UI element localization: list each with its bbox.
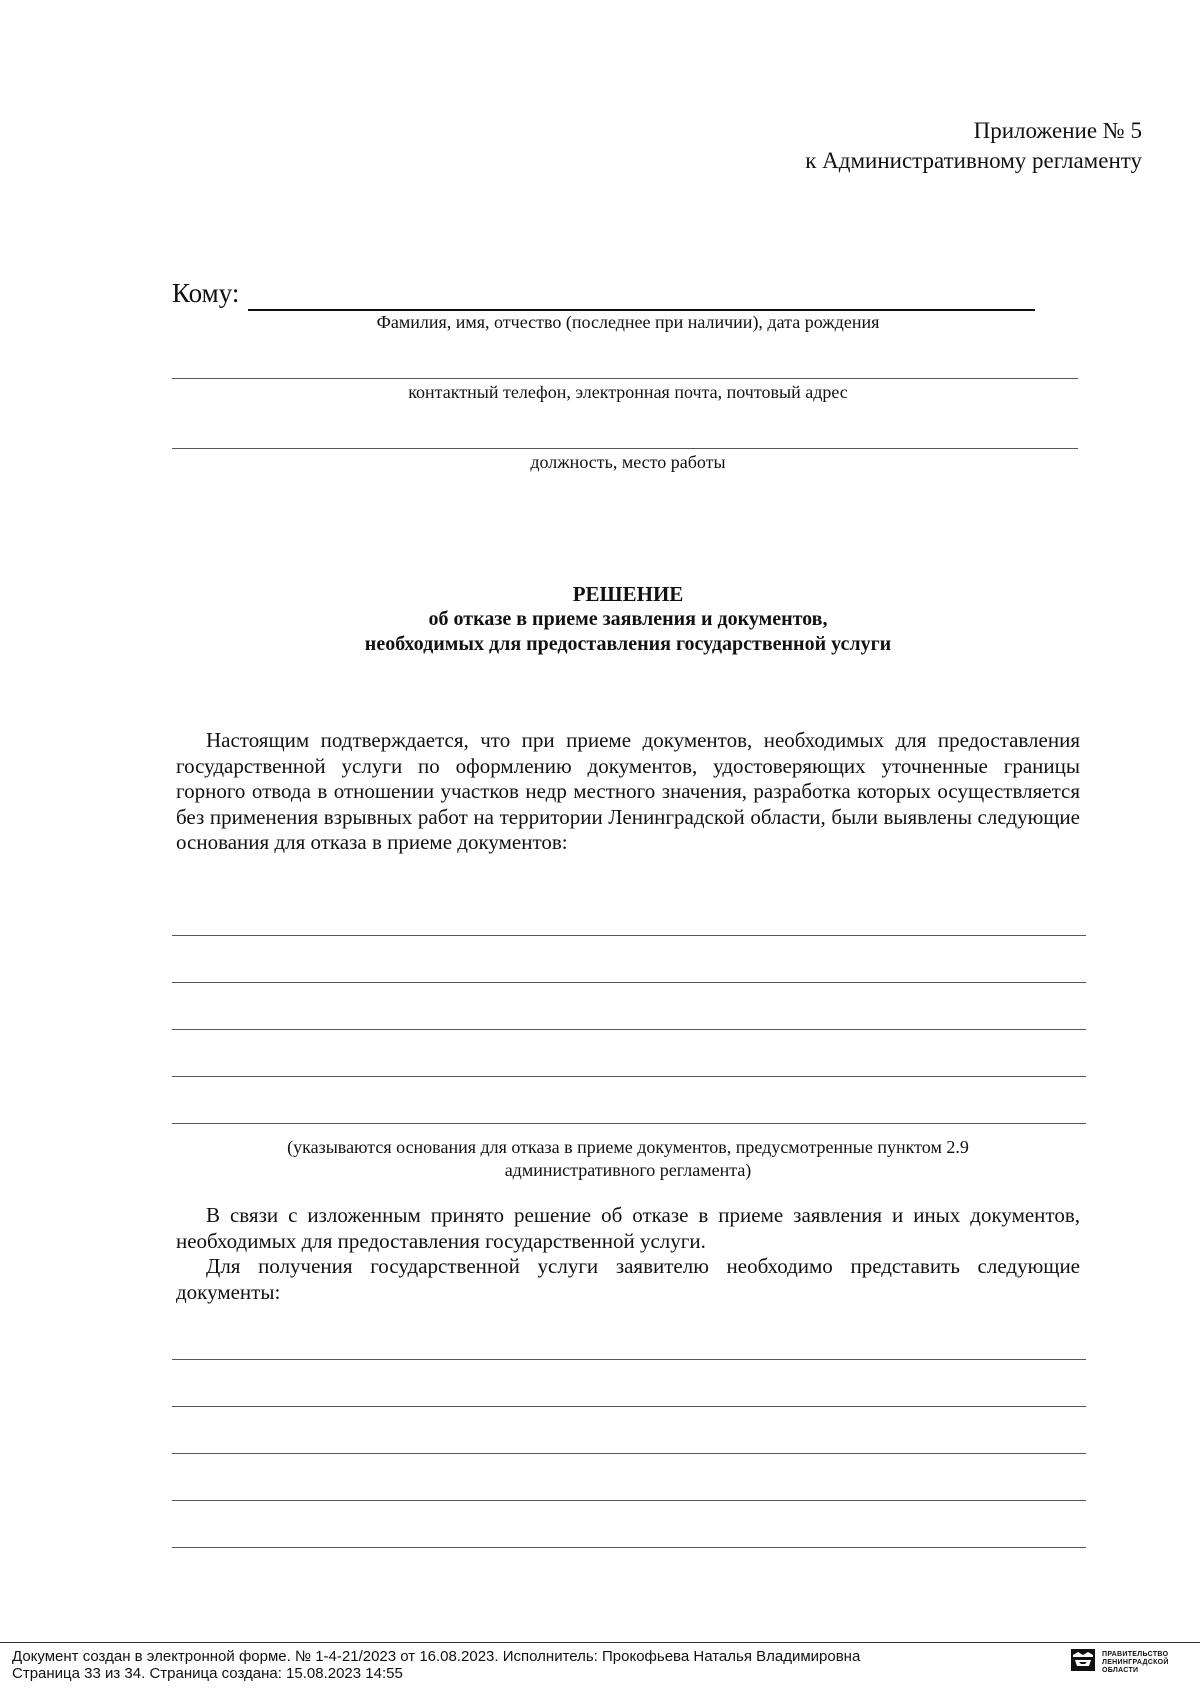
title-line-2: об отказе в приеме заявления и документов, [428,608,828,630]
footer-page-info: Страница 33 из 34. Страница создана: 15.08.2023 14:55 [12,1665,403,1682]
documents-line-4 [172,1500,1086,1501]
grounds-line-3 [172,1029,1086,1030]
grounds-line-2 [172,982,1086,983]
grounds-caption-line-2: административного регламента) [504,1160,752,1180]
grounds-caption [172,1136,1084,1182]
body-paragraph-3: Для получения государственной услуги заявителю необходимо представить следующие документы: [176,1254,1080,1304]
footer-divider [0,1642,1200,1643]
body-paragraph-2: В связи с изложенным принято решение об отказе в приеме заявления и иных документов, необходимых для предоставления государственной услуги. [176,1203,1080,1253]
appendix-reference: к Административному регламенту [805,148,1142,173]
recipient-name-line [248,309,1035,311]
logo-caption [1102,1651,1169,1675]
appendix-number: Приложение № 5 [973,118,1142,143]
title-main: РЕШЕНИЕ [572,582,684,606]
coat-of-arms-icon [1070,1648,1096,1677]
documents-line-1 [172,1359,1086,1360]
caption-position: должность, место работы [530,452,726,472]
logo-line-1: ПРАВИТЕЛЬСТВО [1102,1650,1169,1658]
logo-line-3: ОБЛАСТИ [1102,1666,1139,1674]
logo-line-2: ЛЕНИНГРАДСКОЙ [1102,1658,1169,1666]
documents-line-5 [172,1547,1086,1548]
documents-line-3 [172,1453,1086,1454]
grounds-caption-line-1: (указываются основания для отказа в приеме документов, предусмотренные пунктом 2.9 [287,1137,969,1157]
government-logo [1070,1648,1169,1677]
to-label: Кому: [172,278,240,308]
footer-info [12,1648,860,1682]
decision-title [172,582,1084,657]
recipient-position-line [172,448,1078,449]
grounds-line-1 [172,935,1086,936]
caption-name: Фамилия, имя, отчество (последнее при наличии), дата рождения [376,312,880,332]
appendix-header [805,116,1142,176]
documents-line-2 [172,1406,1086,1407]
body-paragraph-1: Настоящим подтверждается, что при приеме документов, необходимых для предоставления государственной услуги по оформлению документов, удостоверяющих уточненные границы горного отвода в отношении участков недр местного значения, разработка которых осуществляется без применения взрывных работ на территории Ленинградской области, были выявлены следующие основания для отказа в приеме документов: [176,728,1080,854]
title-line-3: необходимых для предоставления государственной услуги [364,633,892,655]
body-paragraphs [176,1203,1080,1305]
recipient-contacts-line [172,378,1078,379]
grounds-line-5 [172,1123,1086,1124]
grounds-line-4 [172,1076,1086,1077]
footer-document-info: Документ создан в электронной форме. № 1-4-21/2023 от 16.08.2023. Исполнитель: Прокофьева Наталья Владимировна [12,1648,861,1665]
caption-contacts: контактный телефон, электронная почта, почтовый адрес [408,382,848,402]
